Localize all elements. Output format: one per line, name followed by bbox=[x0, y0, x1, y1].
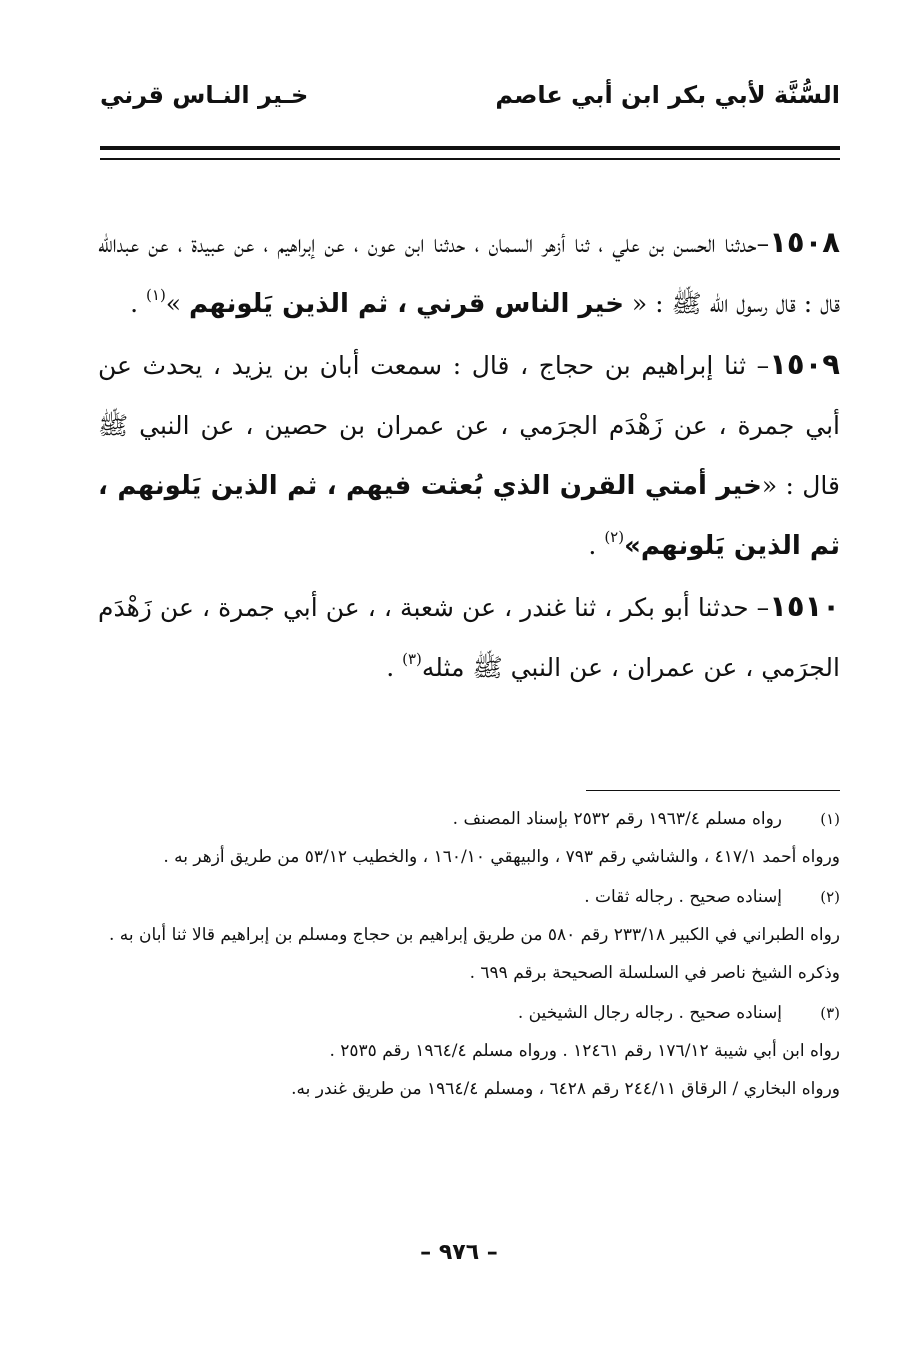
hadith-ending: . bbox=[588, 531, 605, 560]
footnote-ref: (١) bbox=[146, 286, 166, 304]
footnote-3 bbox=[98, 994, 840, 1108]
footnote-separator bbox=[586, 790, 840, 791]
footnote-ref: (٣) bbox=[402, 650, 422, 668]
hadith-1508 bbox=[98, 212, 840, 334]
hadith-ending: . bbox=[130, 289, 147, 318]
hadith-number: ١٥٠٨ bbox=[769, 225, 840, 259]
footnote-marker: (٣) bbox=[820, 1004, 840, 1022]
hadith-1509 bbox=[98, 334, 840, 576]
hadith-ending: . bbox=[386, 653, 403, 682]
footnote-line: رواه ابن أبي شيبة ١٧٦/١٢ رقم ١٢٤٦١ . ورواه مسلم ١٩٦٤/٤ رقم ٢٥٣٥ . bbox=[329, 1041, 840, 1061]
hadith-isnad: – ثنا إبراهيم بن حجاج ، قال : سمعت أبان بن يزيد ، يحدث عن أبي جمرة ، عن زَهْدَم الجرَمي ، عن عمران بن حصين ، عن النبي ﷺ قال : « bbox=[98, 351, 841, 500]
footnote-2 bbox=[98, 878, 840, 992]
quote-close: » bbox=[165, 289, 190, 318]
footnote-line: وذكره الشيخ ناصر في السلسلة الصحيحة برقم ٦٩٩ . bbox=[469, 963, 840, 983]
hadith-1510 bbox=[98, 576, 840, 698]
footnotes bbox=[98, 800, 840, 1110]
footnote-line: إسناده صحيح . رجاله رجال الشيخين . bbox=[517, 1003, 782, 1023]
footnote-line: إسناده صحيح . رجاله ثقات . bbox=[584, 887, 782, 907]
footnote-line: ورواه أحمد ٤١٧/١ ، والشاشي رقم ٧٩٣ ، والبيهقي ١٦٠/١٠ ، والخطيب ٥٣/١٢ من طريق أزهر به . bbox=[163, 847, 840, 867]
page-number: – ٩٧٦ – bbox=[420, 1240, 498, 1265]
footnote-marker: (٢) bbox=[820, 888, 840, 906]
header-rule-thick bbox=[100, 146, 840, 150]
chapter-title: خـير النـاس قرني bbox=[100, 81, 309, 109]
main-text bbox=[98, 212, 840, 698]
footnote-1 bbox=[98, 800, 840, 876]
hadith-isnad: – حدثنا أبو بكر ، ثنا غندر ، عن شعبة ، ، عن أبي جمرة ، عن زَهْدَم الجرَمي ، عن عمران ، عن النبي ﷺ مثله bbox=[98, 593, 840, 682]
running-header bbox=[100, 72, 840, 118]
footnote-line: ورواه البخاري / الرقاق ٢٤٤/١١ رقم ٦٤٢٨ ، ومسلم ١٩٦٤/٤ من طريق غندر به. bbox=[291, 1079, 840, 1099]
hadith-isnad: –حدثنا الحسن بن علي ، ثنا أزهر السمان ، حدثنا ابن عون ، عن إبراهيم ، عن عبيدة ، عن عبدالله قال : قال رسول الله ﷺ : « bbox=[98, 229, 840, 318]
footnote-ref: (٢) bbox=[604, 528, 625, 546]
book-title: السُّنَّة لأبي بكر ابن أبي عاصم bbox=[495, 81, 840, 109]
hadith-quote: خير الناس قرني ، ثم الذين يَلونهم bbox=[189, 289, 624, 319]
footnote-line: رواه مسلم ١٩٦٣/٤ رقم ٢٥٣٢ بإسناد المصنف . bbox=[452, 809, 782, 829]
footnote-line: رواه الطبراني في الكبير ٢٣٣/١٨ رقم ٥٨٠ من طريق إبراهيم بن حجاج ومسلم بن إبراهيم قالا ثنا أبان به . bbox=[108, 925, 840, 945]
hadith-quote: خير أمتي القرن الذي بُعثت فيهم ، ثم الذين يَلونهم ، ثم الذين يَلونهم bbox=[98, 471, 840, 561]
hadith-number: ١٥٠٩ bbox=[769, 347, 840, 381]
hadith-number: ١٥١٠ bbox=[769, 589, 840, 623]
footnote-marker: (١) bbox=[820, 810, 840, 828]
quote-close: » bbox=[624, 531, 641, 561]
header-rule-thin bbox=[100, 158, 840, 160]
